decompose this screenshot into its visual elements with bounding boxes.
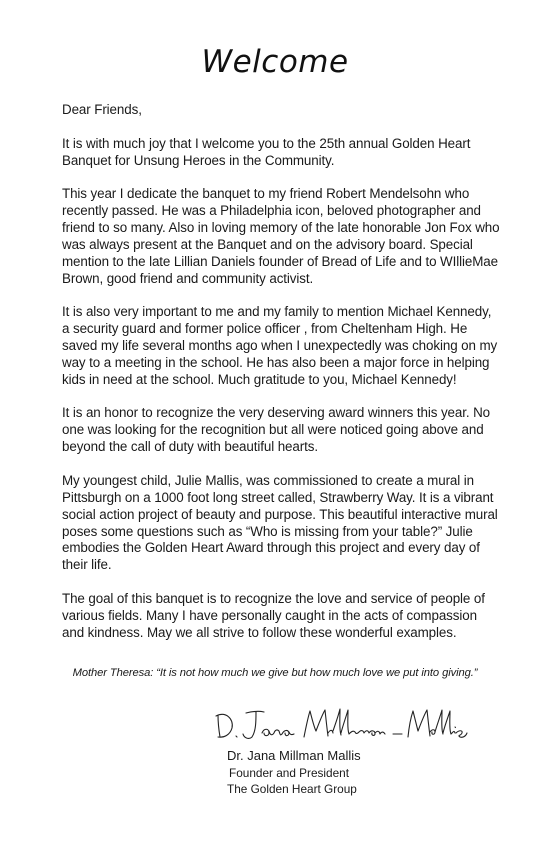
signer-role: Founder and President <box>229 766 350 780</box>
closing-quote: Mother Theresa: “It is not how much we give but how much love we put into giving.” <box>72 667 478 679</box>
page-title: Welcome <box>201 44 349 80</box>
paragraph-mural: My youngest child, Julie Mallis, was commissioned to create a mural in Pittsburgh on a 1000 foot long street called, Strawberry Way. It is a vibrant social action project of beauty and purpose. This beautiful interactive mural poses some questions such as “Who is missing from your table?” Julie embodies the Golden Heart Award through this project and every day of their life. <box>62 472 498 573</box>
paragraph-dedication: This year I dedicate the banquet to my friend Robert Mendelsohn who recently passed. He was a Philadelphia icon, beloved photographer and friend to so many. Also in loving memory of the late honorable Jon Fox who was always present at the Banquet and on the advisory board. Special mention to the late Lillian Daniels founder of Bread of Life and to WIllieMae Brown, good friend and community activist. <box>62 186 500 286</box>
signer-organization: The Golden Heart Group <box>227 782 357 796</box>
handwritten-signature <box>212 703 472 745</box>
letter-body <box>62 102 502 658</box>
paragraph-award-winners: It is an honor to recognize the very deserving award winners this year. No one was looking for the recognition but all were noticed going above and beyond the call of duty with beautiful hearts. <box>62 405 491 455</box>
paragraph-goal: The goal of this banquet is to recognize the love and service of people of various fields. Many I have personally caught in the acts of compassion and kindness. May we all strive to follow these wonderful examples. <box>62 590 485 640</box>
signer-block <box>227 748 361 797</box>
salutation: Dear Friends, <box>62 102 142 117</box>
paragraph-gratitude: It is also very important to me and my family to mention Michael Kennedy, a security guard and former police officer , from Cheltenham High. He saved my life several months ago when I unexpectedly was choking on my way to a meeting in the school. He has also been a major force in helping kids in need at the school. Much gratitude to you, Michael Kennedy! <box>62 304 498 387</box>
paragraph-welcome: It is with much joy that I welcome you to the 25th annual Golden Heart Banquet for Unsung Heroes in the Community. <box>62 135 471 168</box>
signer-name: Dr. Jana Millman Mallis <box>227 748 361 763</box>
